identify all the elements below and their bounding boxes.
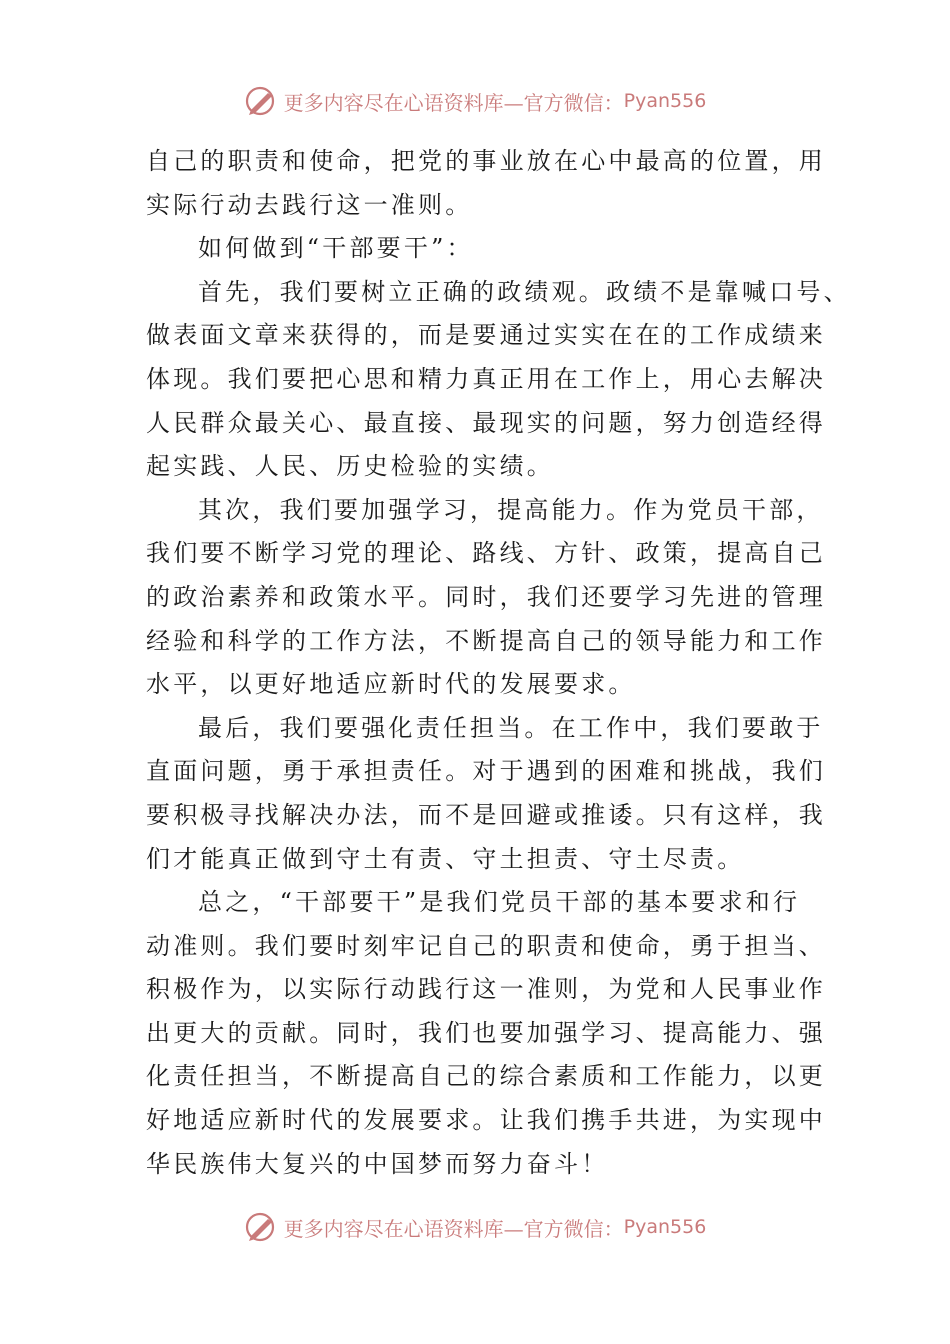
pen-logo-icon xyxy=(244,1210,278,1244)
section-heading: 如何做到“干部要干”： xyxy=(198,234,474,263)
text-line: 做表面文章来获得的，而是要通过实实在在的工作成绩来 xyxy=(146,321,826,350)
text-line: 实际行动去践行这一准则。 xyxy=(146,190,473,219)
text-line: 其次，我们要加强学习，提高能力。作为党员干部， xyxy=(198,495,824,524)
pen-logo-icon xyxy=(244,84,278,118)
watermark-text: 更多内容尽在心语资料库—官方微信： xyxy=(283,1216,624,1241)
text-line: 要积极寻找解决办法，而不是回避或推诿。只有这样，我 xyxy=(146,800,826,829)
text-line: 人民群众最关心、最直接、最现实的问题，努力创造经得 xyxy=(146,408,826,437)
text-line: 们才能真正做到守土有责、守土担责、守土尽责。 xyxy=(146,844,745,873)
text-line: 水平，以更好地适应新时代的发展要求。 xyxy=(146,670,636,699)
watermark-wechat-id: Pyan556 xyxy=(623,1216,707,1238)
document-body xyxy=(146,140,851,1186)
watermark-wechat-id: Pyan556 xyxy=(623,90,707,112)
text-line: 总之，“干部要干”是我们党员干部的基本要求和行 xyxy=(198,888,801,917)
text-line: 经验和科学的工作方法，不断提高自己的领导能力和工作 xyxy=(146,626,826,655)
text-line: 积极作为，以实际行动践行这一准则，为党和人民事业作 xyxy=(146,975,826,1004)
text-line: 动准则。我们要时刻牢记自己的职责和使命，勇于担当、 xyxy=(146,931,826,960)
text-line: 起实践、人民、历史检验的实绩。 xyxy=(146,452,554,481)
header-watermark xyxy=(0,84,950,118)
watermark-text: 更多内容尽在心语资料库—官方微信： xyxy=(283,90,624,115)
text-line: 化责任担当，不断提高自己的综合素质和工作能力，以更 xyxy=(146,1062,826,1091)
text-line: 直面问题，勇于承担责任。对于遇到的困难和挑战，我们 xyxy=(146,757,826,786)
text-line: 自己的职责和使命，把党的事业放在心中最高的位置，用 xyxy=(146,147,826,175)
text-line: 的政治素养和政策水平。同时，我们还要学习先进的管理 xyxy=(146,582,826,611)
text-line: 首先，我们要树立正确的政绩观。政绩不是靠喊口号、 xyxy=(198,277,851,306)
text-line: 最后，我们要强化责任担当。在工作中，我们要敢于 xyxy=(198,713,824,742)
text-line: 好地适应新时代的发展要求。让我们携手共进，为实现中 xyxy=(146,1106,826,1135)
text-line: 出更大的贡献。同时，我们也要加强学习、提高能力、强 xyxy=(146,1018,826,1047)
footer-watermark xyxy=(0,1210,950,1244)
text-line: 我们要不断学习党的理论、路线、方针、政策，提高自己 xyxy=(146,539,826,568)
text-line: 华民族伟大复兴的中国梦而努力奋斗！ xyxy=(146,1149,609,1178)
text-line: 体现。我们要把心思和精力真正用在工作上，用心去解决 xyxy=(146,364,826,393)
